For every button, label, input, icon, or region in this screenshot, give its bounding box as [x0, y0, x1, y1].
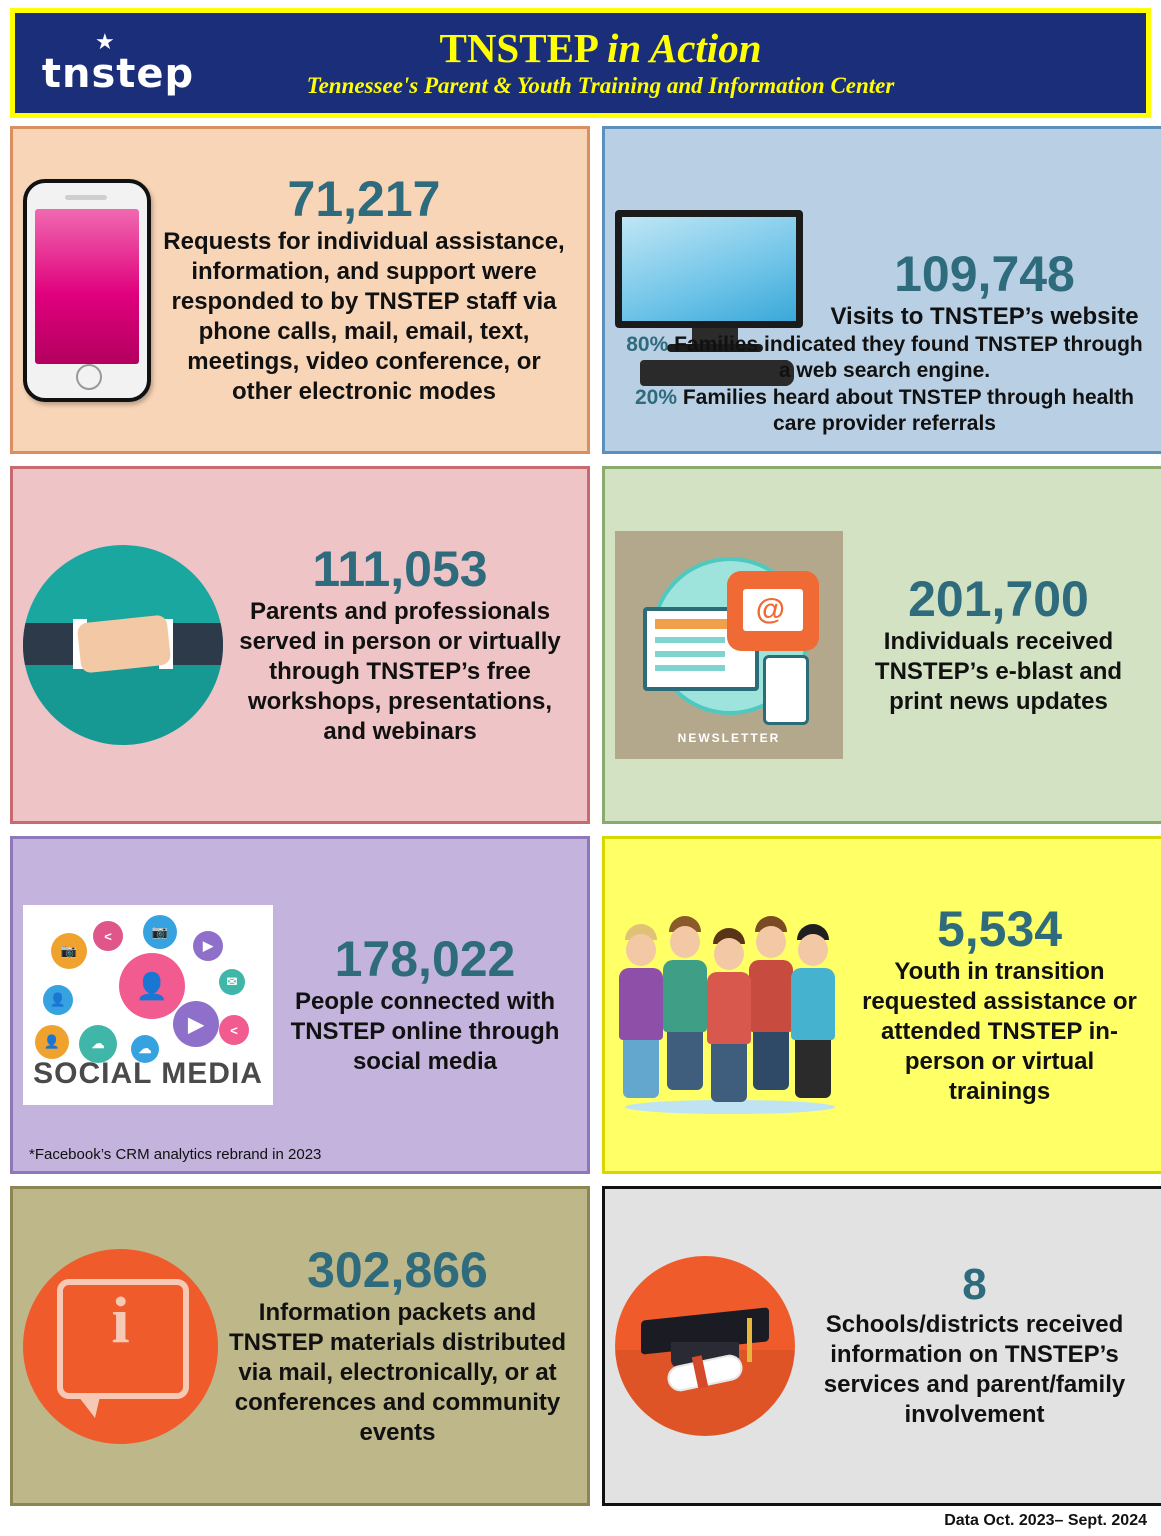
star-icon: ★ [95, 29, 115, 54]
page-title [55, 27, 1146, 70]
breakdown-row [621, 332, 1148, 385]
stat-value: 201,700 [908, 570, 1089, 627]
breakdown-row [621, 385, 1148, 438]
breakdown-text: Families heard about TNSTEP through health care provider referrals [682, 385, 1135, 435]
smartphone-icon [23, 179, 151, 402]
page-subtitle: Tennessee's Parent & Youth Training and Information Center [306, 72, 895, 98]
stat-value: 5,534 [936, 900, 1063, 957]
stat-description: Individuals received TNSTEP’s e-blast and print news updates [874, 628, 1123, 716]
stat-value: 109,748 [894, 245, 1075, 302]
stat-value: 178,022 [334, 930, 516, 987]
card-website-visits [602, 126, 1161, 454]
card-content [218, 1241, 577, 1449]
group-of-youth-icon [615, 890, 845, 1120]
card-eblast-recipients [602, 466, 1161, 824]
page-header [10, 8, 1151, 118]
newsletter-icon: @ NEWSLETTER [615, 531, 843, 759]
stat-description: People connected with TNSTEP online through social media [290, 988, 560, 1076]
breakdown-percent: 80% [626, 333, 669, 356]
tnstep-logo [33, 25, 203, 107]
website-source-breakdown [621, 332, 1148, 437]
stat-value: 302,866 [307, 1241, 488, 1298]
card-content [795, 1259, 1154, 1430]
card-content [151, 170, 577, 408]
card-content [815, 245, 1154, 333]
card-parents-professionals-served [10, 466, 590, 824]
page-title-italic: in Action [606, 25, 762, 72]
card-youth-in-transition [602, 836, 1161, 1174]
information-icon: i [23, 1249, 218, 1444]
breakdown-text: Families indicated they found TNSTEP through a web search engine. [674, 333, 1143, 383]
social-media-image-label: SOCIAL MEDIA [33, 1057, 263, 1090]
stat-description: Youth in transition requested assistance or attended TNSTEP in-person or virtual trainings [862, 958, 1137, 1106]
card-content [843, 570, 1154, 718]
social-media-footnote: *Facebook’s CRM analytics rebrand in 2023 [29, 1146, 322, 1163]
data-range-note: Data Oct. 2023– Sept. 2024 [944, 1512, 1147, 1529]
breakdown-percent: 20% [634, 385, 677, 409]
stat-description: Information packets and TNSTEP materials distributed via mail, electronically, or at conferences and community events [229, 1299, 566, 1447]
card-content [845, 900, 1154, 1108]
stats-grid [8, 126, 1153, 1506]
stat-value: 111,053 [312, 540, 488, 597]
card-content [223, 540, 577, 748]
card-social-media-connections [10, 836, 590, 1174]
stat-description: Schools/districts received information on TNSTEP’s services and parent/family involvement [823, 1311, 1126, 1429]
stat-value: 71,217 [287, 170, 441, 227]
card-content [273, 930, 577, 1078]
stat-description: Parents and professionals served in person or virtually through TNSTEP’s free workshops, presentations, and webinars [239, 598, 561, 746]
page-title-bold: TNSTEP [439, 25, 597, 72]
stat-value: 8 [962, 1259, 987, 1309]
newsletter-image-label: NEWSLETTER [677, 731, 781, 745]
social-media-icon: 👤 📷 < 📷 ▶ ✉ 👤 👤 ☁ ▶ < ☁ SOCIAL MEDIA [23, 905, 273, 1105]
card-information-packets [10, 1186, 590, 1506]
handshake-icon [23, 545, 223, 745]
graduation-cap-icon [615, 1256, 795, 1436]
card-requests-for-assistance [10, 126, 590, 454]
card-schools-districts [602, 1186, 1161, 1506]
stat-description: Requests for individual assistance, information, and support were responded to by TNSTEP staff via phone calls, mail, email, text, meetings, video conference, or other electronic modes [163, 228, 565, 406]
stat-description: Visits to TNSTEP’s website [830, 303, 1139, 331]
logo-wordmark: tnstep [41, 51, 195, 97]
